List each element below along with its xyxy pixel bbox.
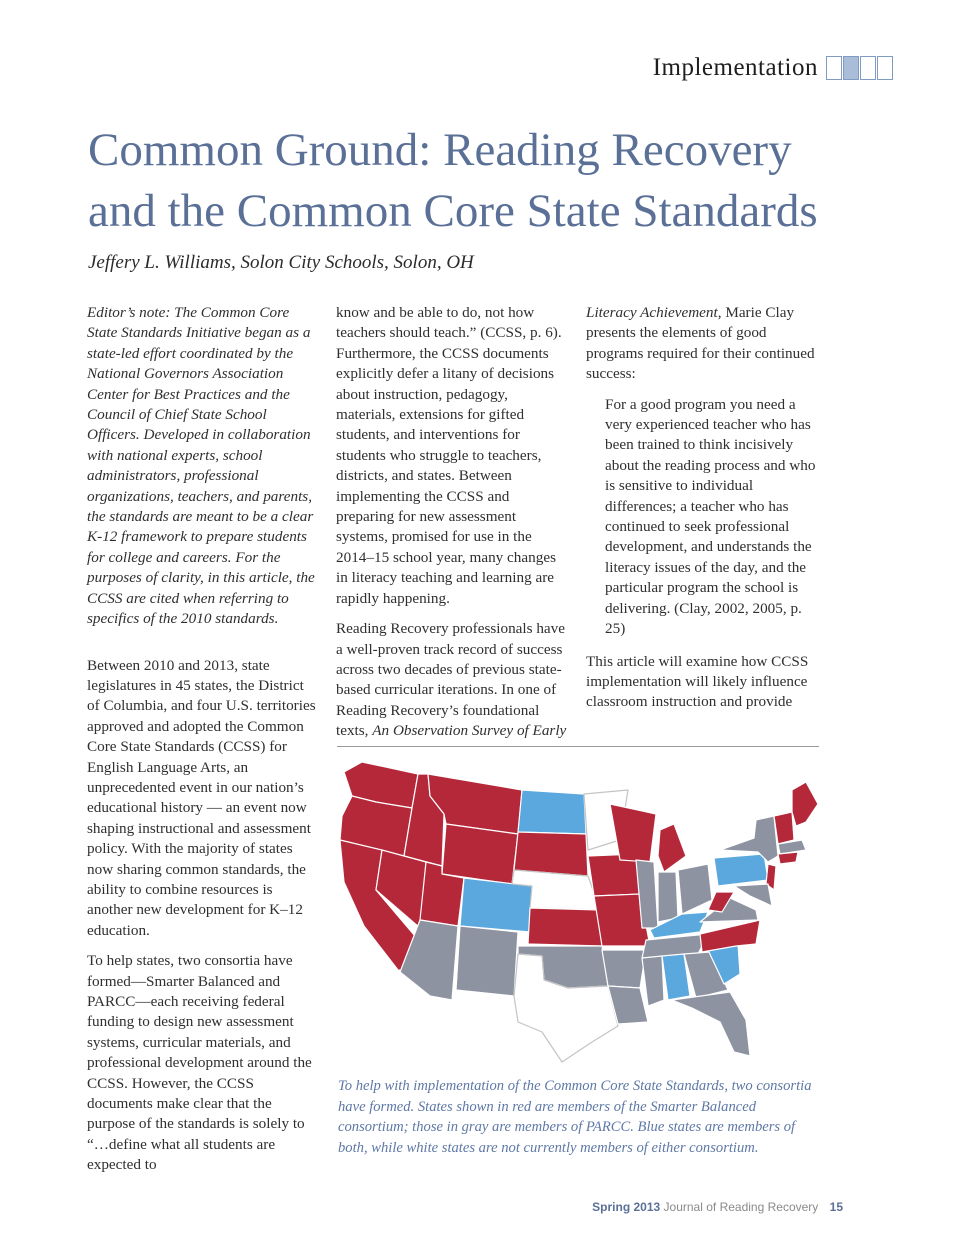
- paragraph-3: know and be able to do, not how teachers should teach.” (CCSS, p. 6). Furthermore, the CCSS documents explicitly defer a litany of decisions about instruction, pedagogy, materials, extensions for gifted students, and interventions for students who struggle to teachers, districts, and states. Between implementing the CCSS and preparing for new assessment systems, promised for use in the 2014–15 school year, many changes in literacy teaching and learning are rapidly happening.: [336, 304, 562, 607]
- paragraph-5: [586, 303, 822, 385]
- divider: [337, 746, 819, 747]
- column-1: [87, 303, 319, 1186]
- state-wisconsin: [610, 804, 656, 862]
- book-title-part-1: An Observation Survey of Early: [372, 722, 567, 740]
- page-footer: [592, 1200, 843, 1214]
- state-florida: [672, 992, 750, 1056]
- state-north-dakota: [518, 790, 586, 834]
- paragraph-2: To help states, two consortia have formed—Smarter Balanced and PARCC—each receiving federal funding to design new assessment systems, curricular materials, and professional development around the CCSS. However, the CCSS documents make clear that the purpose of the standards is solely to “…define what all students are expected to: [87, 952, 312, 1174]
- state-new-mexico: [456, 926, 518, 996]
- book-title-part-2: Literacy Achievement: [586, 304, 718, 321]
- state-maine: [792, 782, 818, 826]
- block-quote: For a good program you need a very experienced teacher who has been trained to think incisively about the reading process and who is sensitive to individual differences; a teacher who has continued to seek professional development, and understands the literacy issues of the day, and the particular program the school is delivering. (Clay, 2002, 2005, p. 25): [605, 395, 816, 638]
- paragraph-6: This article will examine how CCSS implementation will likely influence classroom instruction and provide: [586, 652, 809, 711]
- state-wyoming: [442, 824, 518, 884]
- us-consortia-map: [336, 760, 820, 1068]
- editors-note: Editor’s note: The Common Core State Standards Initiative began as a state-led effort coordinated by the National Governors Association Center for Best Practices and the Council of Chief State School Officers. Developed in collaboration with national experts, school administrators, professional organizations, teachers, and parents, the standards are meant to be a clear K-12 framework to prepare students for college and careers. For the purposes of clarity, in this article, the CCSS are cited when referring to specifics of the 2010 standards.: [87, 304, 315, 628]
- state-kansas: [528, 908, 602, 946]
- page-number: 15: [829, 1200, 843, 1214]
- footer-journal: Journal of Reading Recovery: [663, 1200, 819, 1214]
- paragraph-4-text: Reading Recovery professionals have a well-proven track record of success across two decades of previous state-based curricular iterations. In one of Reading Recovery’s foundational texts,: [336, 620, 566, 740]
- state-indiana: [658, 872, 678, 922]
- state-south-dakota: [514, 832, 588, 876]
- paragraph-5-text: , Marie Clay presents the elements of good programs required for their continued success:: [586, 304, 815, 383]
- state-ohio: [678, 864, 712, 914]
- footer-season: Spring 2013: [592, 1200, 661, 1214]
- state-north-carolina: [700, 920, 760, 952]
- paragraph-4: [336, 619, 568, 741]
- column-3: [586, 303, 822, 723]
- state-vermont-new-hampshire: [774, 812, 794, 844]
- map-caption: To help with implementation of the Common Core State Standards, two consortia have formed. States shown in red are members of the Smarter Balanced consortium; those in gray are members of PARCC. Blue states are members of both, while white states are not currently members of either consortium.: [338, 1078, 812, 1156]
- state-connecticut-ri: [778, 852, 798, 864]
- author-byline: Jeffery L. Williams, Solon City Schools, Solon, OH: [88, 252, 474, 273]
- state-colorado: [460, 878, 532, 932]
- state-pennsylvania: [714, 854, 768, 886]
- section-marker-icon: [825, 56, 893, 80]
- paragraph-1: Between 2010 and 2013, state legislatures in 45 states, the District of Columbia, and four U.S. territories approved and adopted the Common Core State Standards (CCSS) for English Language Arts, an unprecedented event in our nation’s educational history — an event now shaping instructional and assessment policy. With the majority of states now sharing common standards, the ability to combine resources is another new development for K–12 education.: [87, 656, 316, 939]
- article-title: [88, 120, 848, 242]
- column-2: [336, 303, 568, 752]
- state-mississippi: [642, 956, 664, 1006]
- title-line-1: Common Ground: Reading Recovery: [88, 124, 792, 176]
- section-label: Implementation: [652, 54, 818, 81]
- state-michigan: [658, 824, 686, 872]
- title-line-2: and the Common Core State Standards: [88, 185, 818, 237]
- state-arkansas: [602, 950, 646, 988]
